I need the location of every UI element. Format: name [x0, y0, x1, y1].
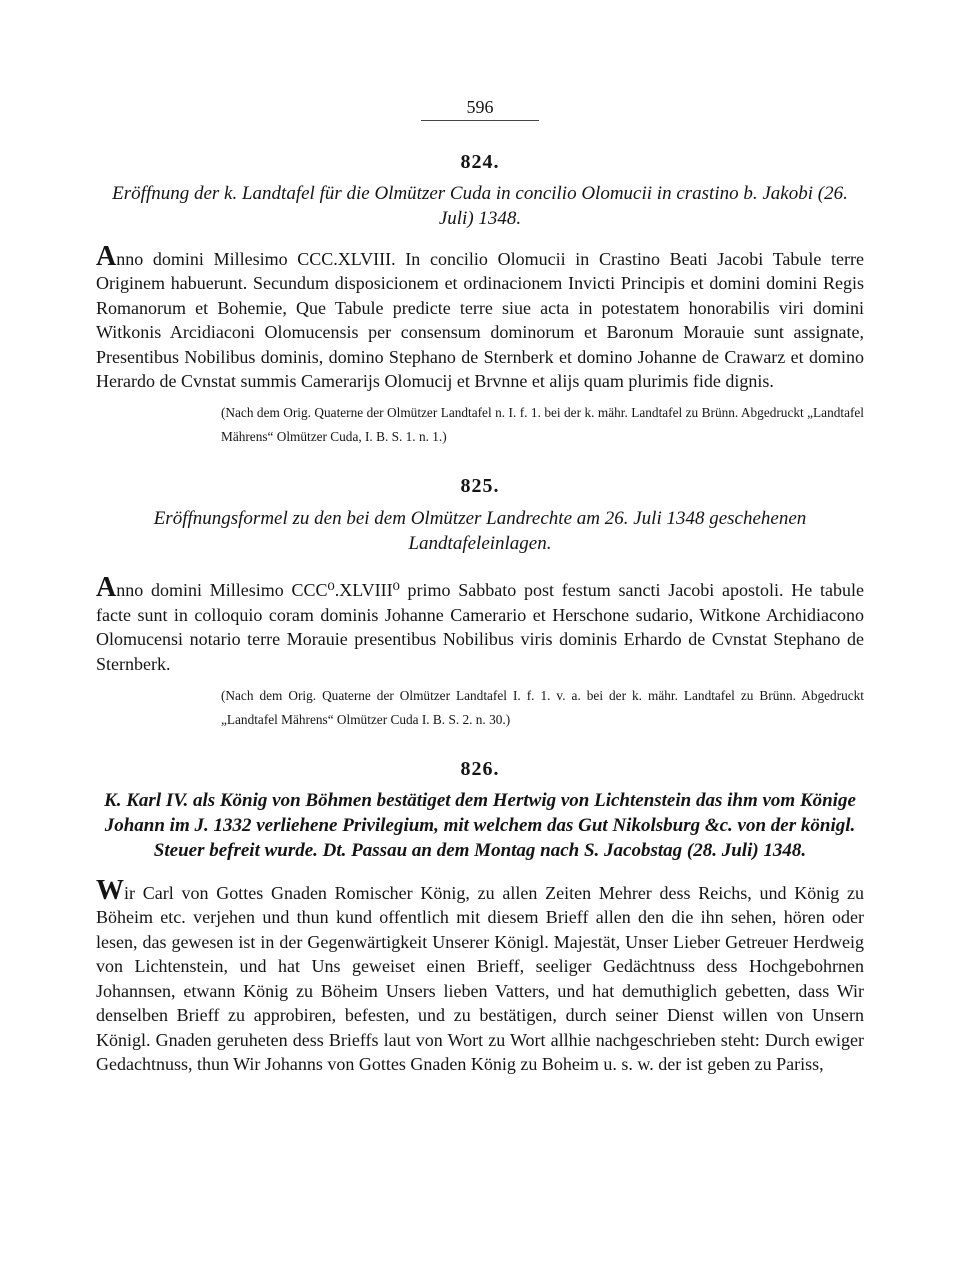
document-text-body: nno domini Millesimo CCC⁰.XLVIII⁰ primo Sabbato post festum sancti Jacobi apostoli. He tabule facte sunt in colloquio coram dominis Johanne Camerario et Herschone sudario, Witkone Archidiacono Olomucensi notario terre Morauie presentibus Nobilibus viris dominis Erhardo de Cvnstat Stephano de Sternberk.: [96, 580, 864, 674]
document-text-body: nno domini Millesimo CCC.XLVIII. In concilio Olomucii in Crastino Beati Jacobi Tabule terre Originem habuerunt. Secundum disposicionem et ordinacionem Invicti Principis et domini domini Regis Romanorum et Bohemie, Que Tabule predicte terre siue acta in potestatem honorabilis viri domini Witkonis Arcidiaconi Olomucensis per consensum dominorum et Baronum Morauie sunt assignate, Presentibus Nobilibus dominis, domino Stephano de Sternberk et domino Johanne de Crawarz et domino Herardo de Cvnstat summis Camerarijs Olomucij et Brvnne et alijs quam plurimis fide dignis.: [96, 249, 864, 392]
document-heading: Eröffnung der k. Landtafel für die Olmützer Cuda in concilio Olomucii in crastino b. Jakobi (26. Juli) 1348.: [112, 183, 848, 229]
source-note: (Nach dem Orig. Quaterne der Olmützer Landtafel n. I. f. 1. bei der k. mähr. Landtafel zu Brünn. Abgedruckt „Landtafel Mährens“ Olmützer Cuda, I. B. S. 1. n. 1.): [221, 405, 864, 445]
document-number: 824.: [460, 151, 500, 173]
page-number-rule: [421, 120, 539, 121]
document-number: 826.: [460, 758, 500, 781]
document-826: [96, 756, 864, 1076]
document-text-body: ir Carl von Gottes Gnaden Romischer König, zu allen Zeiten Mehrer dess Reichs, und König zu Böheim etc. verjehen und thun kund offentlich mit diesem Brieff allen den die ihn sehen, hören oder lesen, das gewesen ist in der Gegenwärtigkeit Unserer Königl. Majestät, Unser Lieber Getreuer Herdweig von Lichtenstein, und hat Uns geweiset einen Brieff, seeliger Gedächtnuss dess Hochgebohrnen Johannsen, etwann König zu Böheim Unsers lieben Vatters, und hat demuthiglich gebetten, dass Wir denselben Brieff zu approbiren, befesten, und zu bestätigen, durch seiner Dienst willen von Unsern Königl. Gnaden geruheten dess Brieffs laut von Wort zu Wort allhie nachgeschrieben steht: Durch ewiger Gedachtnuss, thun Wir Johanns von Gottes Gnaden König zu Boheim u. s. w. der ist geben zu Pariss,: [96, 883, 864, 1074]
document-heading: K. Karl IV. als König von Böhmen bestätiget dem Hertwig von Lichtenstein das ihm vom Könige Johann im J. 1332 verliehene Privilegium, mit welchem das Gut Nikolsburg &c. von der königl. Steuer befreit wurde. Dt. Passau an dem Montag nach S. Jacobstag (28. Juli) 1348.: [104, 790, 856, 862]
page-number: 596: [466, 97, 494, 117]
document-number: 825.: [460, 475, 500, 498]
drop-capital: A: [96, 241, 117, 272]
document-text: [96, 875, 864, 1076]
document-text: [96, 241, 864, 393]
document-text: [96, 572, 864, 676]
document-824: [96, 149, 864, 449]
document-heading: Eröffnungsformel zu den bei dem Olmützer Landrechte am 26. Juli 1348 geschehenen Landtafeleinlagen.: [153, 508, 807, 555]
drop-capital: W: [96, 875, 124, 907]
document-page: [96, 96, 864, 1076]
source-note: (Nach dem Orig. Quaterne der Olmützer Landtafel I. f. 1. v. a. bei der k. mähr. Landtafel zu Brünn. Abgedruckt „Landtafel Mährens“ Olmützer Cuda I. B. S. 2. n. 30.): [221, 688, 864, 728]
document-825: [96, 473, 864, 732]
drop-capital: A: [96, 572, 117, 604]
